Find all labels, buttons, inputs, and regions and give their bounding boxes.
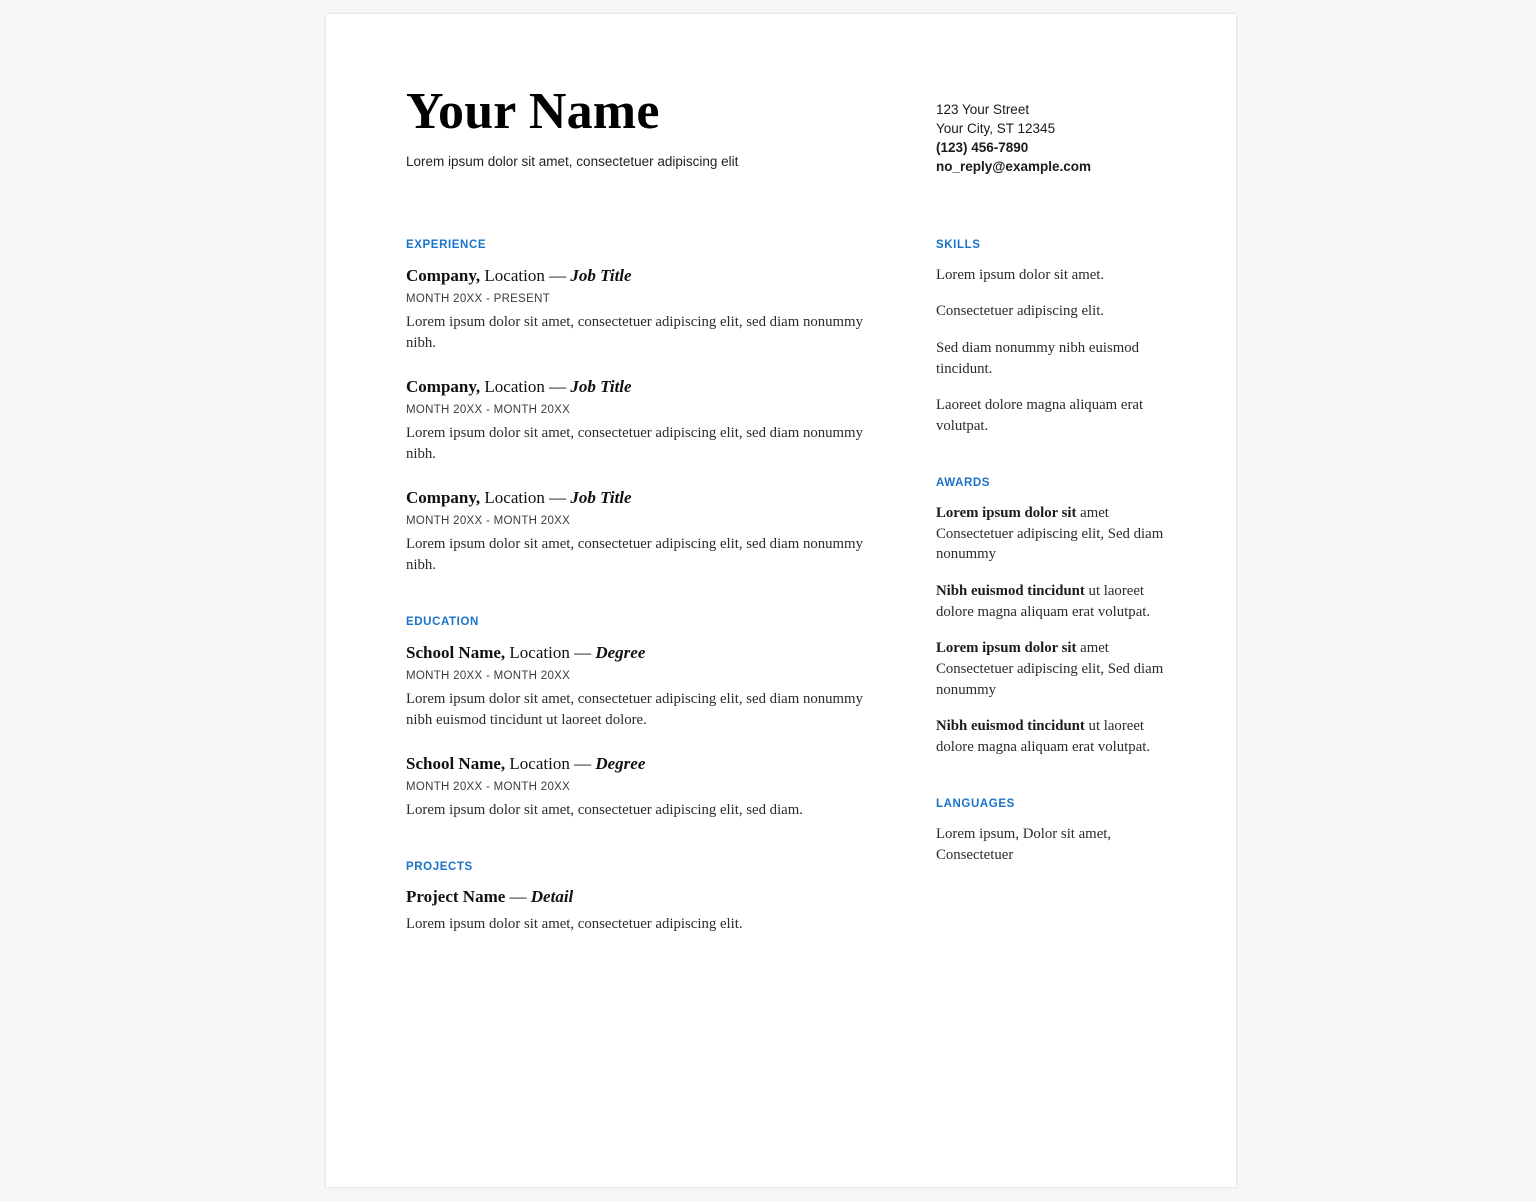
entry-location: Location —	[480, 265, 571, 285]
award-item	[936, 581, 1166, 622]
side-column	[936, 239, 1166, 935]
section-title-skills: SKILLS	[936, 238, 981, 251]
project-entry	[406, 887, 936, 935]
resume-content	[406, 84, 1172, 935]
award-item	[936, 503, 1166, 565]
section-awards	[936, 477, 1166, 758]
entry-location: Location —	[505, 754, 596, 773]
entry-location: Location —	[480, 376, 571, 396]
experience-entry	[406, 265, 936, 354]
contact-email: no_reply@example.com	[936, 159, 1091, 175]
award-item	[936, 638, 1166, 700]
award-item-bold: Nibh euismod tincidunt	[936, 718, 1085, 735]
entry-date: MONTH 20XX - MONTH 20XX	[406, 670, 571, 682]
project-heading	[406, 887, 936, 907]
resume-columns	[406, 239, 1172, 935]
section-education	[406, 616, 936, 821]
entry-date: MONTH 20XX - PRESENT	[406, 292, 551, 305]
entry-description: Lorem ipsum dolor sit amet, consectetuer adipiscing elit, sed diam nonummy nibh.	[406, 424, 863, 462]
education-entry	[406, 642, 936, 731]
skill-item: Sed diam nonummy nibh euismod tincidunt.	[936, 340, 1140, 377]
experience-entry	[406, 487, 936, 576]
project-description: Lorem ipsum dolor sit amet, consectetuer adipiscing elit.	[406, 916, 743, 933]
experience-entry	[406, 376, 936, 465]
entry-date: MONTH 20XX - MONTH 20XX	[406, 514, 571, 527]
contact-city: Your City, ST 12345	[936, 121, 1056, 137]
award-item-bold: Lorem ipsum dolor sit	[936, 640, 1077, 657]
award-item-bold: Lorem ipsum dolor sit	[936, 504, 1077, 521]
entry-location: Location —	[505, 642, 596, 662]
award-item-rest: ut laoreet dolore magna aliquam erat volutpat.	[936, 582, 1151, 620]
section-projects	[406, 861, 936, 935]
header-left	[406, 84, 936, 169]
contact-block	[936, 84, 1091, 177]
entry-role: Job Title	[570, 265, 632, 285]
entry-description: Lorem ipsum dolor sit amet, consectetuer adipiscing elit, sed diam nonummy nibh euismod tincidunt ut laoreet dolore.	[406, 691, 863, 728]
entry-heading	[406, 376, 936, 398]
section-title-languages: LANGUAGES	[936, 797, 1015, 810]
section-languages	[936, 798, 1166, 865]
entry-description: Lorem ipsum dolor sit amet, consectetuer adipiscing elit, sed diam nonummy nibh.	[406, 313, 863, 351]
entry-org: Company,	[406, 376, 481, 396]
resume-page	[326, 14, 1236, 1187]
award-item-bold: Nibh euismod tincidunt	[936, 582, 1085, 599]
entry-role: Degree	[595, 642, 646, 662]
section-skills	[936, 239, 1166, 437]
award-item-rest: ut laoreet dolore magna aliquam erat volutpat.	[936, 718, 1151, 756]
section-title-projects: PROJECTS	[406, 861, 473, 874]
section-title-education: EDUCATION	[406, 615, 479, 628]
skill-item: Lorem ipsum dolor sit amet.	[936, 266, 1105, 283]
skill-item: Consectetuer adipiscing elit.	[936, 303, 1105, 320]
entry-org: Company,	[406, 265, 481, 285]
skill-item: Laoreet dolore magna aliquam erat volutpat.	[936, 397, 1144, 435]
project-name: Project Name	[406, 887, 506, 907]
award-item-rest: amet Consectetuer adipiscing elit, Sed diam nonummy	[936, 640, 1164, 698]
section-experience	[406, 239, 936, 576]
contact-street: 123 Your Street	[936, 102, 1030, 117]
project-separator: —	[505, 887, 531, 907]
entry-org: School Name,	[406, 642, 506, 662]
language-item: Lorem ipsum, Dolor sit amet, Consectetuer	[936, 825, 1112, 863]
main-column	[406, 239, 936, 935]
entry-location: Location —	[480, 487, 571, 507]
entry-date: MONTH 20XX - MONTH 20XX	[406, 403, 571, 416]
page-title: Your Name	[406, 83, 660, 140]
award-item-rest: amet Consectetuer adipiscing elit, Sed diam nonummy	[936, 504, 1164, 563]
contact-phone: (123) 456-7890	[936, 140, 1029, 156]
entry-org: Company,	[406, 487, 481, 507]
section-title-experience: EXPERIENCE	[406, 238, 487, 251]
tagline: Lorem ipsum dolor sit amet, consectetuer adipiscing elit	[406, 154, 739, 170]
entry-heading	[406, 265, 936, 287]
resume-header	[406, 84, 1172, 177]
entry-heading	[406, 487, 936, 509]
entry-date: MONTH 20XX - MONTH 20XX	[406, 781, 571, 794]
entry-role: Job Title	[570, 376, 632, 396]
entry-role: Degree	[595, 754, 646, 773]
entry-heading	[406, 642, 936, 664]
entry-heading	[406, 753, 936, 775]
entry-org: School Name,	[406, 754, 506, 773]
entry-description: Lorem ipsum dolor sit amet, consectetuer adipiscing elit, sed diam nonummy nibh.	[406, 535, 863, 573]
entry-description: Lorem ipsum dolor sit amet, consectetuer adipiscing elit, sed diam.	[406, 802, 803, 819]
award-item	[936, 716, 1166, 757]
education-entry	[406, 753, 936, 821]
entry-role: Job Title	[570, 487, 632, 507]
section-title-awards: AWARDS	[936, 476, 991, 489]
project-detail: Detail	[530, 887, 574, 907]
